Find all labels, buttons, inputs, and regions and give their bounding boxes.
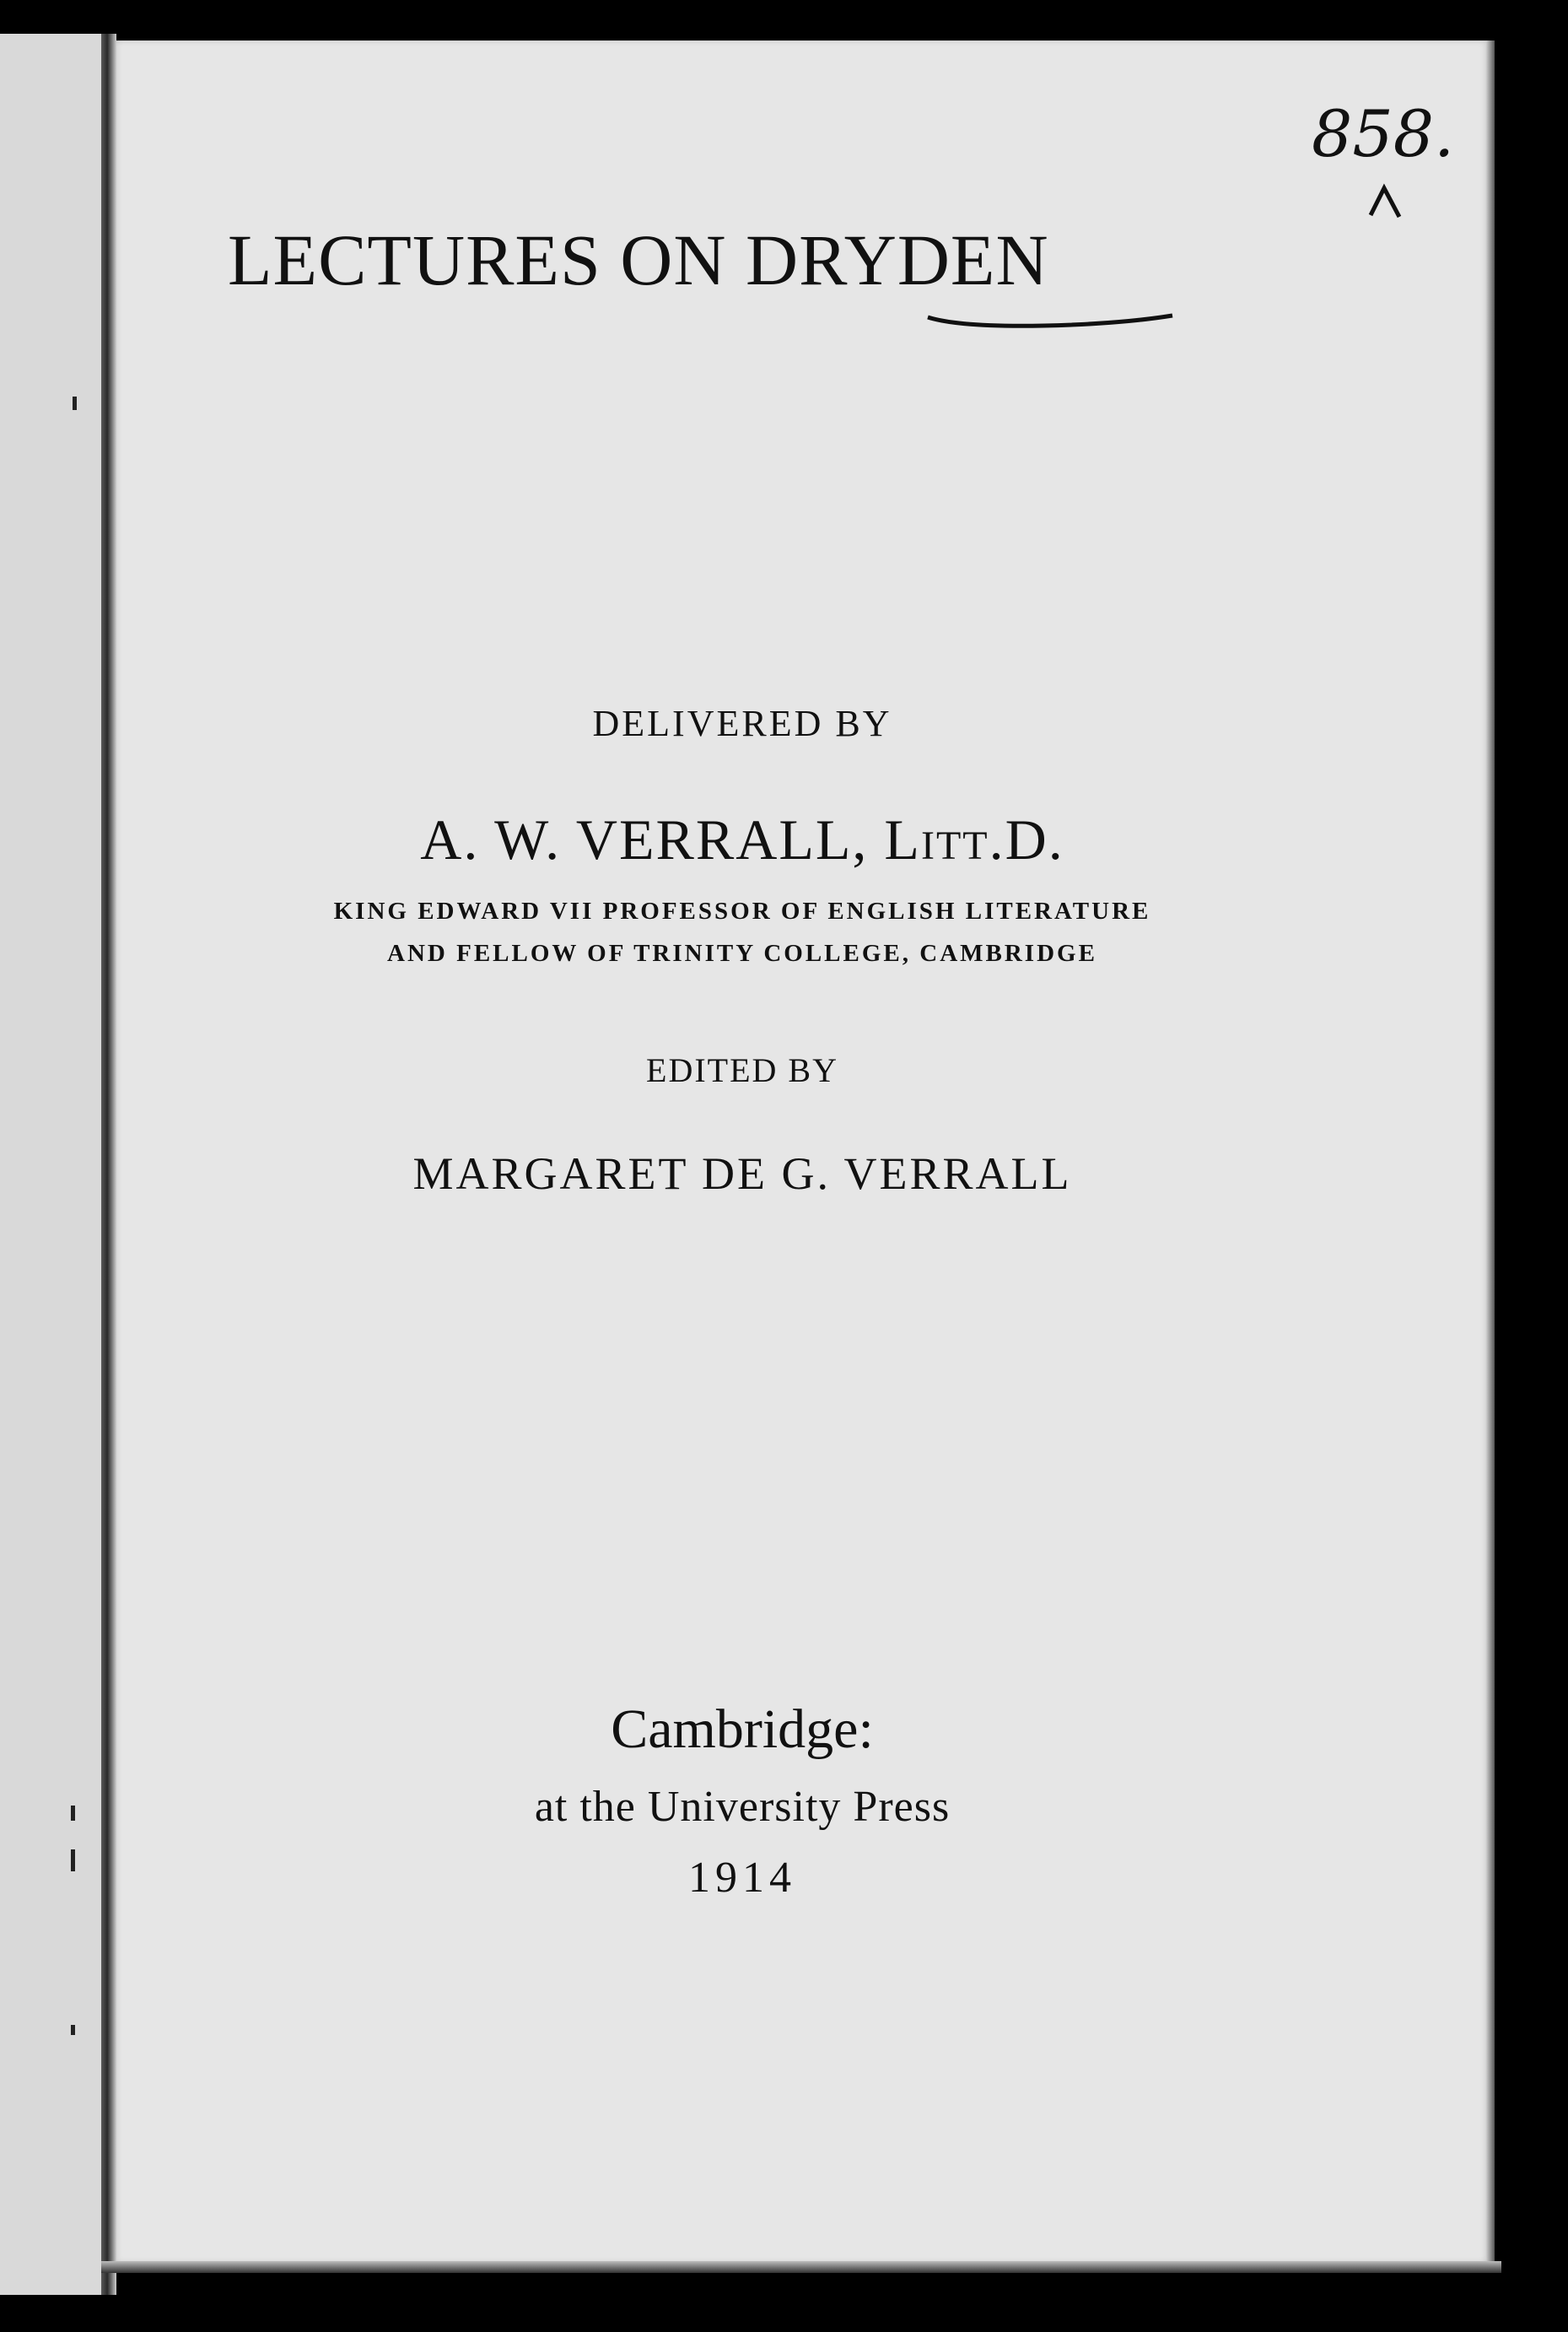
page-bottom-edge — [101, 2261, 1501, 2273]
affiliation-line-2: AND FELLOW OF TRINITY COLLEGE, CAMBRIDGE — [387, 940, 1097, 967]
edited-by-label: EDITED BY — [646, 1051, 838, 1089]
handwritten-shelfmark — [1303, 89, 1489, 232]
imprint-press: at the University Press — [534, 1783, 951, 1831]
author-degree: Litt.D. — [884, 807, 1064, 872]
title-underline — [926, 312, 1175, 332]
imprint-place: Cambridge: — [611, 1698, 874, 1760]
author-line — [0, 807, 1484, 873]
book-title: LECTURES ON DRYDEN — [228, 219, 1049, 300]
delivered-by-label: DELIVERED BY — [592, 703, 892, 744]
page-right-edge — [1486, 40, 1495, 2268]
author-name: A. W. VERRALL, — [420, 807, 869, 872]
editor-name: MARGARET DE G. VERRALL — [412, 1148, 1072, 1199]
affiliation-line-1: KING EDWARD VII PROFESSOR OF ENGLISH LITERATURE — [333, 898, 1151, 925]
imprint-year: 1914 — [688, 1854, 796, 1902]
handwritten-shelfmark-text: 858. — [1312, 96, 1455, 171]
